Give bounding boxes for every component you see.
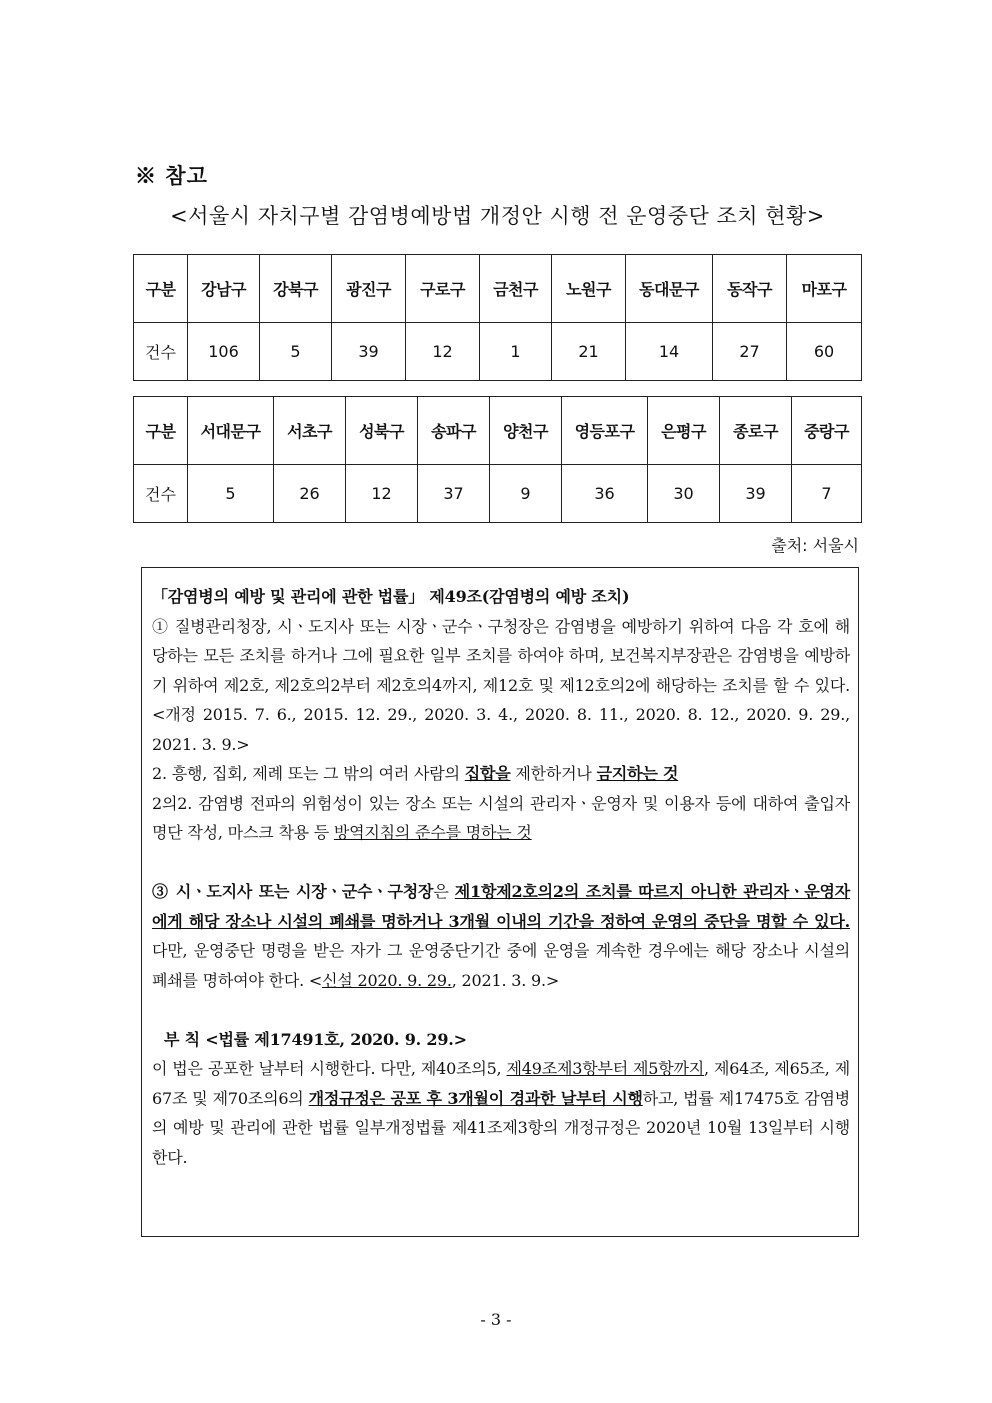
- text-run: , 2021. 3. 9.>: [451, 970, 560, 990]
- spacer: [152, 995, 850, 1025]
- law-paragraph-3: [152, 877, 850, 995]
- count-value: 36: [562, 465, 648, 523]
- count-value: 26: [274, 465, 346, 523]
- header-label: 구분: [134, 397, 188, 465]
- district-name: 양천구: [490, 397, 562, 465]
- district-table-1: [133, 254, 862, 381]
- count-value: 14: [626, 323, 713, 381]
- source-caption: 출처: 서울시: [771, 536, 859, 555]
- underlined-text: 신설 2020. 9. 29.: [322, 970, 452, 990]
- addendum-body: [152, 1054, 850, 1172]
- count-value: 60: [787, 323, 862, 381]
- count-value: 106: [188, 323, 260, 381]
- law-excerpt-box: [141, 567, 859, 1237]
- district-name: 동대문구: [626, 255, 713, 323]
- count-value: 5: [188, 465, 274, 523]
- text-run: 2. 흥행, 집회, 제례 또는 그 밖의 여러 사람의: [152, 764, 465, 783]
- district-name: 동작구: [713, 255, 787, 323]
- count-value: 27: [713, 323, 787, 381]
- underlined-text: 방역지침의 준수를 명하는 것: [333, 823, 532, 842]
- emphasis-text: ③ 시ㆍ도지사 또는 시장ㆍ군수ㆍ구청장: [152, 882, 434, 901]
- count-value: 12: [406, 323, 480, 381]
- table-header-row: [134, 397, 862, 465]
- emphasis-text: 집합을: [464, 764, 511, 783]
- underlined-text: 제49조제3항부터 제5항까지: [506, 1059, 705, 1078]
- district-name: 서초구: [274, 397, 346, 465]
- text-run: 다만, 운영중단 명령을 받은 자가 그 운영중단기간 중에 운영을 계속한 경우에는 해당 장소나 시설의 폐쇄를 명하여야 한다. <: [152, 941, 850, 990]
- count-value: 7: [792, 465, 862, 523]
- district-name: 영등포구: [562, 397, 648, 465]
- addendum-title: 부 칙 <법률 제17491호, 2020. 9. 29.>: [164, 1029, 467, 1049]
- district-name: 송파구: [418, 397, 490, 465]
- count-value: 5: [260, 323, 332, 381]
- district-table-2: [133, 396, 862, 523]
- district-name: 마포구: [787, 255, 862, 323]
- table-count-row: [134, 465, 862, 523]
- emphasis-text: 개정규정은 공포 후 3개월이 경과한 날부터 시행: [308, 1088, 643, 1108]
- district-name: 은평구: [648, 397, 720, 465]
- count-value: 39: [332, 323, 406, 381]
- emphasis-text: 제1항제2호의2의 조치를 따르지 아니한 관리자ㆍ운영자에게 해당 장소나 시설의 폐쇄를 명하거나 3개월 이내의 기간을 정하여 운영의 중단을 명할 수 있다.: [152, 882, 850, 931]
- reference-heading: ※ 참고: [135, 163, 208, 188]
- count-value: 1: [480, 323, 552, 381]
- district-name: 중랑구: [792, 397, 862, 465]
- table-header-row: [134, 255, 862, 323]
- header-label: 구분: [134, 255, 188, 323]
- district-name: 강북구: [260, 255, 332, 323]
- count-value: 12: [346, 465, 418, 523]
- law-paragraph-1: ① 질병관리청장, 시ㆍ도지사 또는 시장ㆍ군수ㆍ구청장은 감염병을 예방하기 위하여 다음 각 호에 해당하는 모든 조치를 하거나 그에 필요한 일부 조치를 하여야 하며, 보건복지부장관은 감염병을 예방하기 위하여 제2호, 제2호의2부터 제2호의4까지, 제12호 및 제12호의2에 해당하는 조치를 할 수 있다. <개정 2015. 7. 6., 2015. 12. 29., 2020. 3. 4., 2020. 8. 11., 2020. 8. 12., 2020. 9. 29., 2021. 3. 9.>: [152, 616, 850, 754]
- count-value: 39: [720, 465, 792, 523]
- law-item-2-2: [152, 789, 850, 848]
- table-count-row: [134, 323, 862, 381]
- text-run: , 제64조, 제65조, 제67조 및 제70조의6의: [152, 1059, 850, 1108]
- district-name: 금천구: [480, 255, 552, 323]
- count-label: 건수: [134, 465, 188, 523]
- page-number: - 3 -: [480, 1310, 512, 1329]
- count-value: 30: [648, 465, 720, 523]
- count-value: 21: [552, 323, 626, 381]
- count-value: 37: [418, 465, 490, 523]
- district-name: 광진구: [332, 255, 406, 323]
- text-run: 은: [433, 882, 455, 901]
- text-run: 하고, 법률 제17475호 감염병의 예방 및 관리에 관한 법률 일부개정법률 제41조제3항의 개정규정은 2020년 10월 13일부터 시행한다.: [152, 1088, 850, 1167]
- emphasis-text: 금지하는 것: [596, 764, 679, 783]
- text-run: 2의2. 감염병 전파의 위험성이 있는 장소 또는 시설의 관리자ㆍ운영자 및 이용자 등에 대하여 출입자 명단 작성, 마스크 착용 등: [152, 793, 850, 842]
- district-name: 구로구: [406, 255, 480, 323]
- district-name: 서대문구: [188, 397, 274, 465]
- district-name: 종로구: [720, 397, 792, 465]
- count-label: 건수: [134, 323, 188, 381]
- law-title: 「감염병의 예방 및 관리에 관한 법률」 제49조(감염병의 예방 조치): [152, 587, 630, 606]
- text-run: 이 법은 공포한 날부터 시행한다. 다만, 제40조의5,: [152, 1059, 507, 1078]
- spacer: [152, 848, 850, 878]
- table-title: <서울시 자치구별 감염병예방법 개정안 시행 전 운영중단 조치 현황>: [170, 204, 825, 228]
- district-name: 강남구: [188, 255, 260, 323]
- law-item-2: [152, 759, 850, 789]
- text-run: 제한하거나: [510, 764, 597, 783]
- district-name: 노원구: [552, 255, 626, 323]
- count-value: 9: [490, 465, 562, 523]
- district-name: 성북구: [346, 397, 418, 465]
